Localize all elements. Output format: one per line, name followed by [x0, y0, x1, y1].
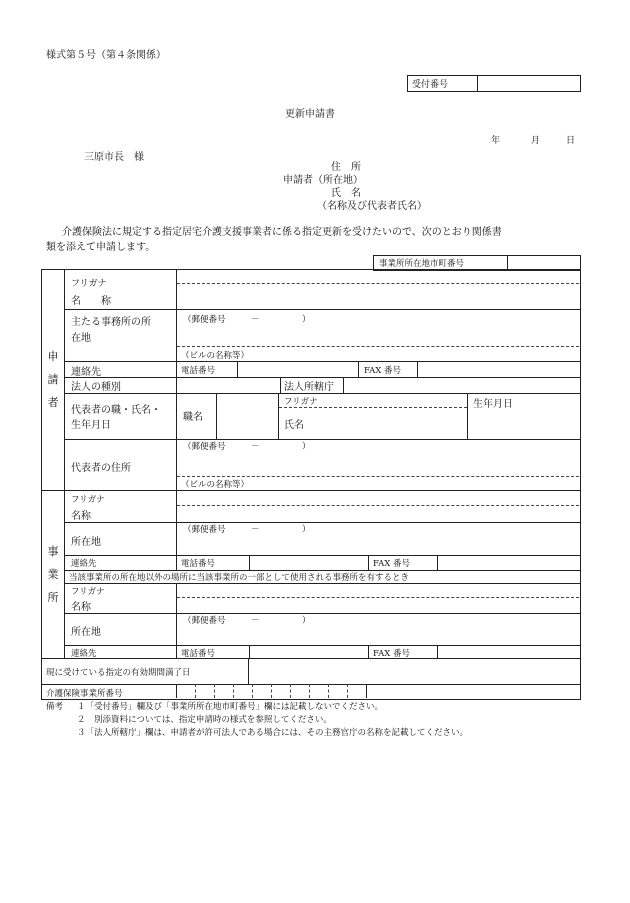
side-char: 業 — [47, 568, 59, 581]
side-char: 所 — [47, 591, 59, 604]
receipt-number-label: 受付番号 — [412, 80, 449, 90]
postal-code-label: （郵便番号 － ） — [183, 315, 311, 325]
side-char: 請 — [47, 373, 59, 386]
notes-heading: 備考 — [46, 702, 64, 712]
representative-label: 代表者の職・氏名・ — [71, 405, 161, 416]
office2-name-label: 名称 — [71, 602, 91, 613]
rep-furigana-label: フリガナ — [284, 397, 318, 407]
office-contact-label: 連絡先 — [71, 559, 97, 569]
office2-fax-label: FAX 番号 — [373, 649, 411, 659]
office2-name-field[interactable] — [178, 599, 578, 611]
office2-address-label: 所在地 — [71, 627, 101, 638]
applicant-side-label — [46, 345, 60, 414]
furigana-divider — [177, 283, 579, 284]
applicant-address-field[interactable] — [178, 324, 578, 345]
authority-field[interactable] — [345, 378, 578, 392]
address-divider — [177, 346, 579, 347]
rep-name-label: 氏名 — [284, 420, 304, 431]
office-fax-label: FAX 番号 — [373, 559, 411, 569]
document-title: 更新申請書 — [285, 109, 335, 120]
note-item: １「受付番号」欄及び「事業所所在地市町番号」欄には記載しないでください。 — [77, 702, 384, 712]
rep-name-field[interactable] — [310, 410, 465, 437]
divider — [176, 684, 177, 698]
office-furigana-field[interactable] — [178, 491, 578, 504]
applicant-furigana-field[interactable] — [178, 270, 578, 283]
row-divider — [64, 393, 580, 394]
office2-postal-label: （郵便番号 － ） — [183, 616, 311, 626]
divider — [437, 645, 438, 659]
office2-furigana-field[interactable] — [178, 584, 578, 596]
date-day: 日 — [566, 136, 576, 146]
rep-building-label: （ビルの名称等） — [181, 480, 250, 490]
divider — [467, 393, 468, 439]
applicant-name-field[interactable] — [178, 285, 578, 308]
office2-contact-label: 連絡先 — [71, 649, 97, 659]
divider — [249, 555, 250, 570]
office2-phone-field[interactable] — [251, 646, 366, 658]
care-number-field[interactable] — [178, 685, 365, 697]
divider — [249, 645, 250, 659]
office-address-field[interactable] — [178, 537, 578, 554]
addressee: 三原市長 様 — [84, 152, 144, 163]
intro-line-2: 類を添えて申請します。 — [46, 242, 156, 253]
note-item: ３「法人所轄庁」欄は、申請者が許可法人である場合には、その主務官庁の名称を記載してください。 — [77, 728, 469, 738]
birthdate-field[interactable] — [469, 410, 578, 437]
side-char: 申 — [47, 350, 59, 363]
office-furigana-label: フリガナ — [71, 495, 105, 505]
rep-postal-label: （郵便番号 － ） — [183, 442, 311, 452]
building-label: （ビルの名称等） — [181, 351, 250, 361]
fax-label: FAX 番号 — [364, 366, 402, 376]
corp-type-label: 法人の種別 — [71, 382, 121, 393]
office2-fax-field[interactable] — [439, 646, 578, 658]
office-address-label: 所在地 — [71, 537, 101, 548]
row-divider — [64, 309, 580, 310]
applicant-fax-field[interactable] — [419, 362, 578, 376]
divider — [417, 361, 418, 377]
side-char: 事 — [47, 545, 59, 558]
office-address-label: 主たる事務所の所 — [71, 317, 151, 328]
divider — [368, 555, 369, 570]
name-label: 氏 名 — [331, 188, 361, 199]
divider — [437, 555, 438, 570]
divider — [237, 361, 238, 377]
furigana-divider — [177, 597, 579, 598]
divider — [368, 645, 369, 659]
position-label: 職名 — [183, 412, 203, 423]
validity-label: 現に受けている指定の有効期間満了日 — [46, 668, 191, 678]
office-address-label-2: 在地 — [71, 333, 91, 344]
validity-field[interactable] — [250, 660, 578, 683]
authority-label: 法人所轄庁 — [284, 382, 334, 393]
intro-line-1: 介護保険法に規定する指定居宅介護支援事業者に係る指定更新を受けたいので、次のとおり関係書 — [62, 227, 502, 238]
receipt-number-field[interactable] — [478, 76, 578, 90]
address-divider — [177, 476, 579, 477]
position-field[interactable] — [218, 395, 278, 437]
furigana-label: フリガナ — [71, 279, 107, 289]
office2-address-field[interactable] — [178, 627, 578, 644]
section-divider — [41, 658, 580, 659]
form-number: 様式第５号（第４条関係） — [46, 50, 166, 61]
office-postal-label: （郵便番号 － ） — [183, 525, 311, 535]
office-fax-field[interactable] — [439, 556, 578, 569]
divider — [64, 269, 65, 658]
furigana-divider — [177, 505, 579, 506]
muni-code-field[interactable] — [508, 256, 578, 269]
phone-label: 電話番号 — [181, 366, 216, 376]
divider — [366, 684, 367, 698]
office-phone-label: 電話番号 — [181, 559, 216, 569]
date-month: 月 — [531, 136, 541, 146]
office-name-field[interactable] — [178, 507, 578, 520]
row-divider — [64, 439, 580, 440]
divider — [358, 361, 359, 377]
divider — [176, 269, 177, 570]
birthdate-label: 生年月日 — [473, 399, 513, 410]
office-phone-field[interactable] — [251, 556, 366, 569]
divider — [280, 377, 281, 393]
furigana-divider — [279, 407, 467, 408]
divider — [176, 583, 177, 659]
date-year: 年 — [491, 136, 501, 146]
care-number-label: 介護保険事業所番号 — [46, 689, 123, 699]
office2-phone-label: 電話番号 — [181, 649, 216, 659]
divider — [248, 658, 249, 684]
muni-code-label: 事業所所在地市町番号 — [379, 259, 465, 269]
corp-name-label: （名称及び代表者氏名） — [317, 201, 427, 212]
rep-address-field[interactable] — [178, 452, 578, 474]
office-name-label: 名称 — [71, 511, 91, 522]
applicant-phone-field[interactable] — [239, 362, 356, 376]
divider — [216, 393, 217, 439]
office-side-label — [46, 540, 60, 609]
corp-type-field[interactable] — [178, 378, 278, 392]
other-office-note: 当該事業所の所在地以外の場所に当該事業所の一部として使用される事務所を有するとき — [69, 573, 410, 583]
row-divider — [64, 522, 580, 523]
note-item: ２ 別添資料については、指定申請時の様式を参照してください。 — [77, 715, 332, 725]
row-divider — [64, 613, 580, 614]
rep-address-label: 代表者の住所 — [71, 463, 131, 474]
address-label: 住 所 — [331, 162, 361, 173]
name-label: 名 称 — [71, 296, 111, 307]
divider — [278, 393, 279, 439]
office2-furigana-label: フリガナ — [71, 587, 105, 597]
side-char: 者 — [47, 396, 59, 409]
applicant-label: 申請者（所在地） — [283, 175, 363, 186]
representative-label-2: 生年月日 — [71, 420, 111, 431]
contact-label: 連絡先 — [71, 367, 101, 378]
divider — [343, 377, 344, 393]
